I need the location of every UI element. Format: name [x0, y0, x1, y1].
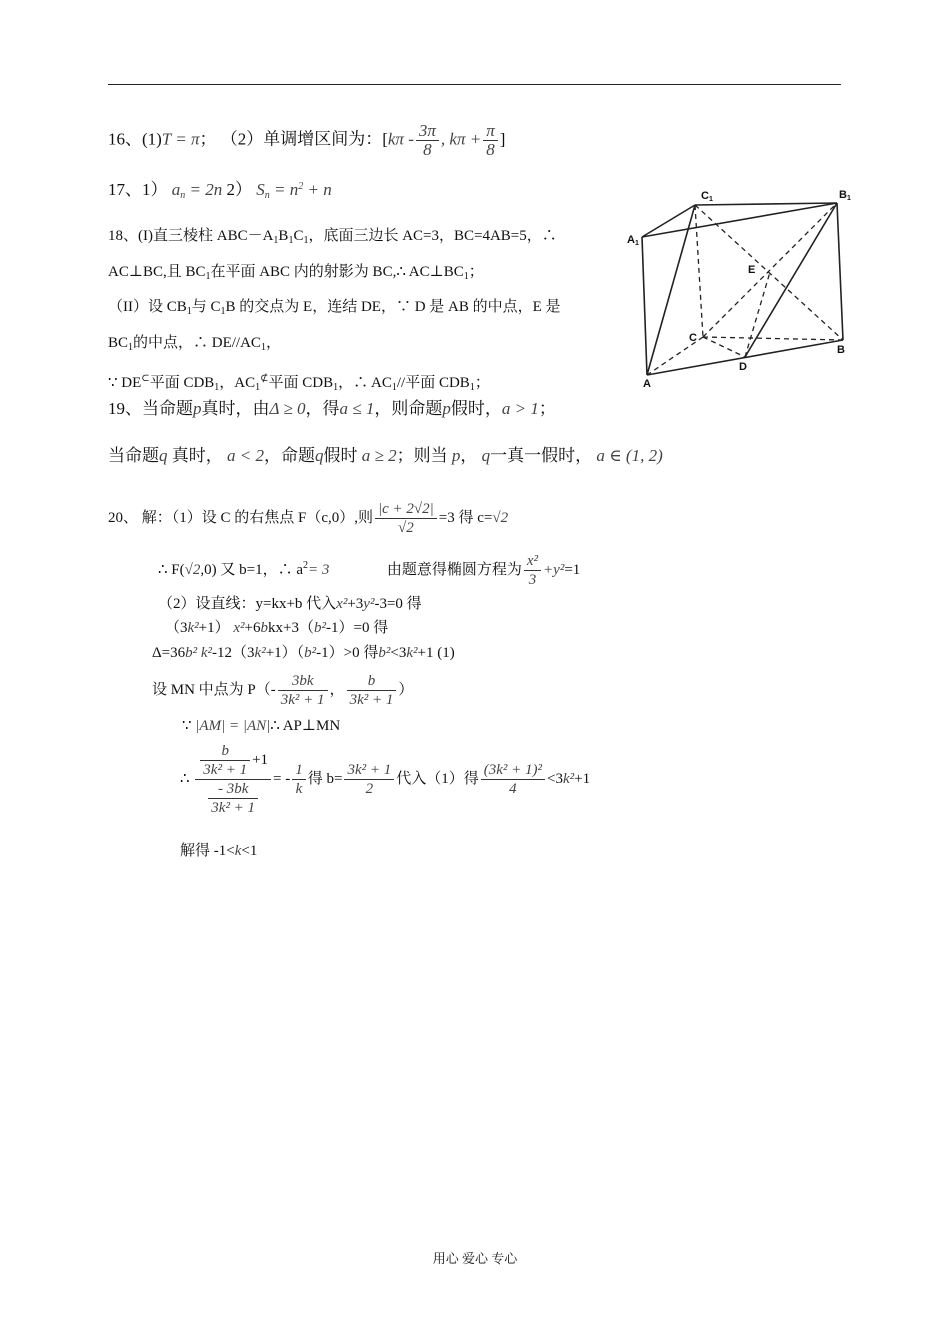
edge-c-d [703, 337, 745, 357]
text: 一真一假时， [490, 446, 593, 465]
separator: ； [199, 129, 217, 149]
text: <3 [547, 770, 564, 787]
problem-17-number: 17、1） [108, 180, 168, 199]
math: + [543, 561, 554, 578]
label-d: D [739, 361, 747, 373]
text: ，∴ AC [338, 375, 392, 391]
sn-symbol: S [256, 180, 265, 199]
text: 与 C [191, 299, 221, 315]
text: 假时 [323, 446, 358, 465]
problem-20-line-3 [158, 594, 422, 614]
math: √2 [184, 561, 201, 578]
frac-den: 3k² + 1 [349, 692, 394, 708]
not-subset-symbol: ⊄ [260, 373, 269, 384]
text: 平面 CDB [268, 375, 334, 391]
var-q: q [314, 446, 324, 465]
math: a ≤ 1 [339, 399, 375, 418]
var-p: p [442, 399, 451, 418]
text: BC [108, 335, 129, 351]
problem-20-line-4 [165, 618, 388, 638]
edge-d-b1 [745, 203, 837, 357]
math: = 3 [308, 561, 330, 578]
fraction-pi-8 [483, 122, 498, 159]
edge-c1-b [695, 205, 843, 340]
text: 18、(I)直三棱柱 ABC－A [108, 228, 274, 244]
text: <1 [241, 843, 258, 859]
frac-num: b [347, 672, 397, 691]
text: 20、 解：（1）设 C 的右焦点 F（c,0）,则 [108, 509, 374, 526]
text: 假时， [450, 399, 502, 418]
math: k [234, 843, 242, 859]
frac-num: - 3bk [208, 780, 258, 799]
text: ,0) 又 b=1，∴ a [200, 561, 303, 578]
subscript: 1 [186, 306, 192, 317]
frac-num: (3k² + 1)² [481, 761, 545, 780]
text: ） [398, 681, 414, 698]
text: = - [273, 770, 291, 787]
text: ∴ F( [158, 561, 185, 578]
frac-num: b [200, 742, 250, 761]
text: ； [468, 264, 484, 280]
problem-19-line-2 [108, 446, 663, 466]
var-p: p [193, 399, 202, 418]
text: ， [329, 681, 345, 698]
interval-mid: , kπ + [440, 129, 482, 149]
superscript: 2 [298, 181, 304, 192]
period-formula: T = π [161, 129, 200, 149]
subscript: 1 [220, 306, 226, 317]
frac-den: 8 [486, 140, 495, 159]
an-rhs: = 2n [189, 180, 223, 199]
fraction [292, 761, 306, 798]
fraction [208, 780, 258, 817]
text: -1）=0 得 [325, 620, 389, 636]
bracket: [ [382, 129, 388, 149]
subscript: n [180, 190, 186, 201]
math: Δ ≥ 0 [269, 399, 306, 418]
math: a ∈ (1, 2) [596, 446, 663, 465]
frac-den: 8 [423, 140, 432, 159]
edge-c1-c [695, 205, 703, 337]
sn-eq: = n [273, 180, 299, 199]
frac-den: 3k² + 1 [203, 762, 248, 778]
interval-left: kπ - [387, 129, 414, 149]
math: a < 2 [227, 446, 264, 465]
math: √2 [492, 509, 509, 526]
text: -12（3 [212, 645, 255, 661]
math: y² [553, 561, 565, 578]
label-c: C [689, 332, 697, 344]
text: ，则命题 [374, 399, 443, 418]
problem-20-line-5 [152, 643, 455, 663]
fraction [524, 552, 541, 589]
text: 解得 -1< [180, 843, 235, 859]
frac-num: 3k² + 1 [344, 761, 394, 780]
problem-20-line-6 [152, 672, 413, 709]
text: ，命题 [263, 446, 315, 465]
fraction [278, 672, 328, 709]
text: （2）设直线：y=kx+b 代入 [158, 596, 337, 612]
math: k² [254, 645, 266, 661]
text: <3 [390, 645, 407, 661]
text: =36 [161, 645, 186, 661]
frac-den: k [295, 781, 303, 797]
math: b² [378, 645, 391, 661]
text: kx+3（ [268, 620, 314, 636]
problem-19-line-1 [108, 399, 556, 419]
an-symbol: a [171, 180, 181, 199]
superscript: 2 [303, 559, 308, 571]
prism-figure [625, 185, 855, 395]
text: 真时， [171, 446, 223, 465]
math: b² [313, 620, 326, 636]
fraction [481, 761, 545, 798]
problem-20-line-1 [108, 500, 508, 537]
math: x² [233, 620, 245, 636]
text: 得 b= [307, 770, 343, 787]
math: k² [187, 620, 199, 636]
fraction-3pi-8 [416, 122, 439, 159]
frac-den: 3k² + 1 [211, 800, 256, 816]
frac-den: 4 [509, 781, 517, 797]
text: +1） [198, 620, 230, 636]
subscript: 1 [288, 235, 294, 246]
text: B 的交点为 E，连结 DE，∵ D 是 AB 的中点，E 是 [225, 299, 561, 315]
edge-c-b [703, 337, 843, 340]
problem-18-line-2 [108, 262, 484, 287]
text: 在平面 ABC 内的射影为 BC,∴ AC⊥BC [210, 264, 464, 280]
problem-20-line-2 [158, 552, 580, 589]
label-b1: B1 [839, 189, 851, 202]
text: ； [538, 399, 556, 418]
text: 真时，由 [201, 399, 270, 418]
subscript: 1 [469, 382, 475, 393]
math: k² [200, 645, 213, 661]
text: =3 得 c= [438, 509, 493, 526]
subscript: 1 [255, 382, 261, 393]
text: ， [460, 446, 478, 465]
subscript: 1 [333, 382, 339, 393]
text: ； [474, 375, 490, 391]
math: b² [304, 645, 317, 661]
text: ，得 [305, 399, 340, 418]
math: y² [363, 596, 375, 612]
text: +1 [574, 770, 591, 787]
text: -3=0 得 [374, 596, 422, 612]
label-c1: C1 [701, 190, 713, 203]
problem-16-number: 16、(1) [108, 129, 162, 149]
text: //平面 CDB [396, 375, 470, 391]
math: a > 1 [501, 399, 539, 418]
text: 设 MN 中点为 P（- [152, 681, 276, 698]
problem-20-line-8 [180, 742, 590, 817]
frac-den: 3k² + 1 [280, 692, 325, 708]
var-q: q [481, 446, 491, 465]
label-e: E [748, 264, 756, 276]
frac-num: 3π [416, 122, 439, 141]
math: x² [336, 596, 348, 612]
frac-num: 3bk [278, 672, 328, 691]
text: =1 [564, 561, 581, 578]
math: b [260, 620, 269, 636]
text: ∵ DE [108, 375, 142, 391]
because-symbol: ∵ [182, 718, 192, 734]
therefore-symbol: ∴ [180, 770, 190, 787]
subscript: 1 [391, 382, 397, 393]
text: （3 [165, 620, 188, 636]
delta: Δ [152, 645, 162, 661]
problem-17 [108, 177, 332, 206]
text: 的中点，∴ DE//AC [133, 335, 261, 351]
hidden-edges [647, 203, 843, 375]
vertex-labels [627, 189, 851, 390]
text: +1）（ [265, 645, 305, 661]
edge-a1-a [642, 237, 647, 375]
subscript: 1 [303, 235, 309, 246]
subscript: 1 [205, 271, 211, 282]
text: 代入（1）得 [396, 770, 479, 787]
subscript: n [264, 190, 270, 201]
frac-num: 1 [292, 761, 306, 780]
math: a ≥ 2 [361, 446, 397, 465]
subscript: 1 [463, 271, 469, 282]
text: B [278, 228, 289, 244]
frac-den: 2 [365, 781, 374, 797]
text: 平面 CDB [149, 375, 215, 391]
compound-den [195, 780, 271, 817]
text: +6 [244, 620, 261, 636]
header-rule [108, 84, 841, 85]
page-footer: 用心 爱心 专心 [432, 1251, 518, 1266]
subscript: 1 [273, 235, 279, 246]
text: 19、当命题 [108, 399, 193, 418]
var-p: p [451, 446, 461, 465]
label-b: B [837, 344, 845, 356]
text: C [293, 228, 304, 244]
text: 当命题 [108, 446, 159, 465]
label-a1: A1 [627, 234, 639, 247]
text: AC⊥BC,且 BC [108, 264, 206, 280]
frac-den: 3 [528, 572, 537, 588]
increasing-interval-label: （2）单调增区间为： [220, 129, 383, 149]
problem-16 [108, 122, 505, 159]
math: k² [563, 770, 575, 787]
frac-num: |c + 2√2| [375, 500, 437, 519]
text: ，AC [219, 375, 256, 391]
problem-18-line-4 [108, 333, 281, 358]
math: k² [406, 645, 418, 661]
text: （II）设 CB [108, 299, 187, 315]
math: |AM| = |AN| [195, 718, 271, 734]
text: ， [265, 335, 281, 351]
label-a: A [643, 378, 651, 390]
fraction [375, 500, 437, 537]
text: +1 (1) [417, 645, 455, 661]
subset-symbol: ⊂ [141, 373, 150, 384]
part-2-label: 2） [226, 180, 252, 199]
subscript: 1 [260, 342, 266, 353]
bracket: ] [499, 129, 506, 149]
compound-fraction [195, 742, 271, 817]
solid-edges [642, 203, 843, 375]
var-q: q [159, 446, 168, 465]
text: 由题意得椭圆方程为 [386, 561, 522, 578]
subscript: 1 [128, 342, 134, 353]
problem-18-line-3 [108, 297, 561, 322]
edge-d-e [745, 272, 770, 357]
sn-tail: + n [307, 180, 332, 199]
text: ；则当 [396, 446, 448, 465]
math: b² [185, 645, 198, 661]
fraction [344, 761, 394, 798]
subscript: 1 [214, 382, 220, 393]
text: +3 [347, 596, 364, 612]
frac-num: x² [524, 552, 541, 571]
edge-b1-b [837, 203, 843, 340]
compound-num [195, 742, 271, 780]
fraction [347, 672, 397, 709]
text: ∴ AP⊥MN [270, 718, 341, 734]
text: +1 [252, 751, 269, 768]
frac-den: √2 [398, 520, 414, 536]
text: -1）>0 得 [316, 645, 379, 661]
frac-num: π [483, 122, 498, 141]
text: ，底面三边长 AC=3，BC=4AB=5，∴ [308, 228, 557, 244]
problem-20-line-7 [182, 716, 340, 736]
problem-18-line-5 [108, 369, 490, 398]
problem-18-line-1 [108, 226, 557, 251]
edge-c1-b1 [695, 203, 837, 205]
problem-20-line-9 [180, 841, 257, 861]
fraction [200, 742, 250, 779]
